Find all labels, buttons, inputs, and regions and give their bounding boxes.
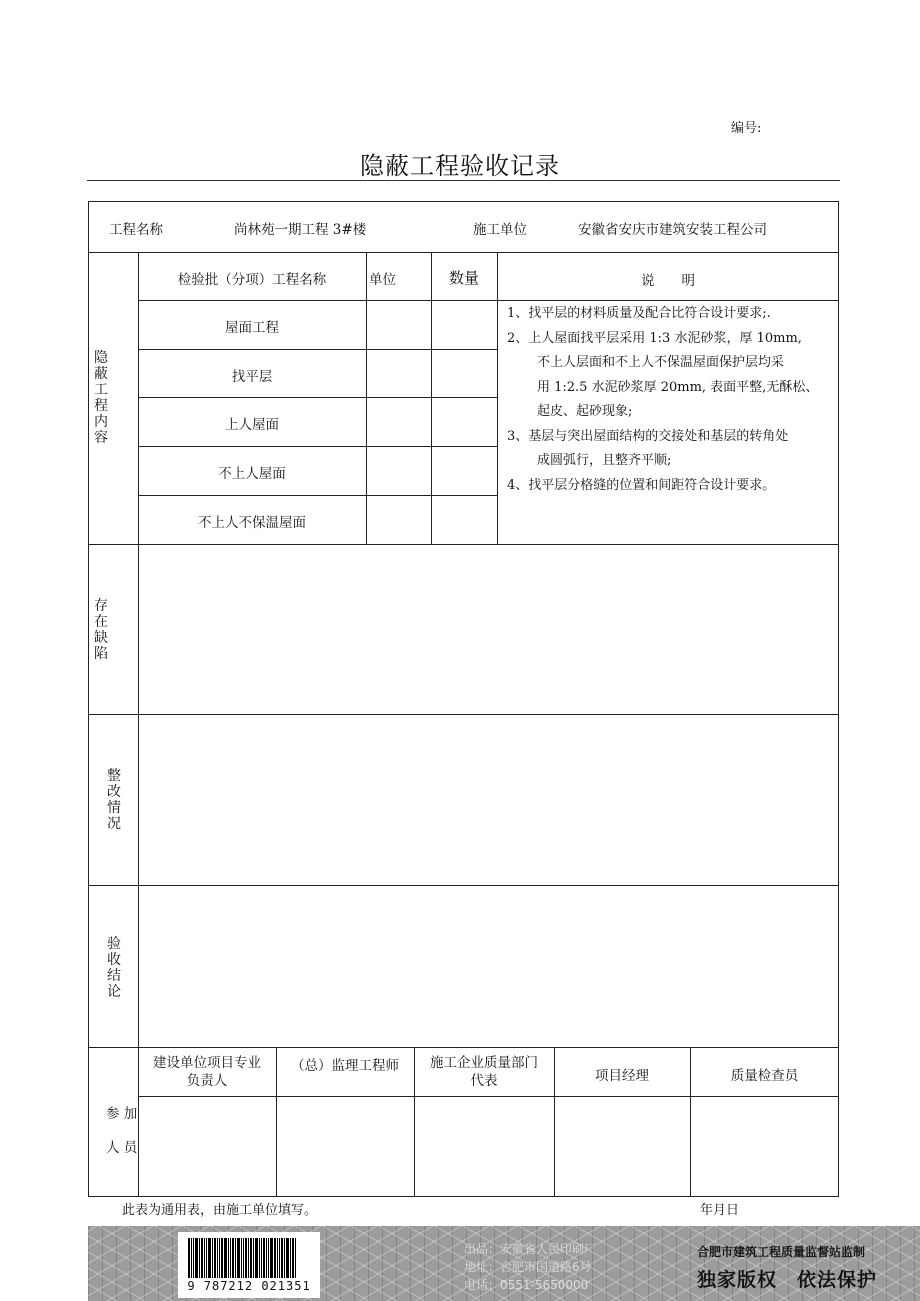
row-divider xyxy=(138,300,839,301)
col-header-unit: 单位 xyxy=(369,272,396,288)
defects-label: 存 在 缺 陷 xyxy=(94,598,108,662)
contractor-label: 施工单位 xyxy=(473,222,527,238)
note-line: 2、上人屋面找平层采用 1:3 水泥砂浆，厚 10mm, xyxy=(507,330,802,346)
row-divider xyxy=(138,349,497,350)
row-divider xyxy=(88,544,839,545)
item-name: 不上人屋面 xyxy=(218,466,286,482)
copyright-text: 独家版权 依法保护 xyxy=(697,1269,878,1291)
footer-date: 年月日 xyxy=(700,1203,740,1218)
publisher-info xyxy=(464,1240,596,1294)
item-name: 找平层 xyxy=(231,369,273,385)
barcode-bars xyxy=(188,1238,308,1278)
item-name: 上人屋面 xyxy=(225,417,279,433)
rectification-label: 整 改 情 况 xyxy=(107,768,121,832)
participants-label-line1: 参 加 xyxy=(106,1106,138,1122)
footer-note: 此表为通用表，由施工单位填写。 xyxy=(122,1203,318,1218)
role-line: （总）监理工程师 xyxy=(291,1058,399,1074)
participants-label-line2: 人 员 xyxy=(106,1140,138,1156)
row-divider xyxy=(138,397,497,398)
row-divider xyxy=(88,1047,839,1048)
note-line: 用 1:2.5 水泥砂浆厚 20mm, 表面平整,无酥松、 xyxy=(537,379,819,395)
note-line: 1、找平层的材料质量及配合比符合设计要求;. xyxy=(507,306,771,321)
title-divider xyxy=(87,180,840,181)
publisher-line: 地址：合肥市国道路6号 xyxy=(464,1260,592,1274)
role-header-owner xyxy=(138,1054,276,1090)
col-divider xyxy=(497,252,498,544)
row-divider xyxy=(138,446,497,447)
row-divider xyxy=(88,885,839,886)
project-name-value: 尚林苑一期工程 3#楼 xyxy=(234,222,367,238)
row-divider xyxy=(138,1096,839,1097)
description-notes xyxy=(507,302,842,498)
serial-number-label: 编号: xyxy=(731,121,762,136)
role-line: 负责人 xyxy=(186,1073,228,1089)
role-line: 施工企业质量部门 xyxy=(430,1055,538,1071)
col-divider xyxy=(431,252,432,544)
col-header-quantity: 数量 xyxy=(448,269,479,287)
row-divider xyxy=(88,714,839,715)
role-line: 质量检查员 xyxy=(730,1068,799,1084)
role-header-supervisor xyxy=(276,1054,414,1074)
publisher-line: 出品：安徽省人民印刷厂 xyxy=(464,1242,597,1256)
page-title: 隐蔽工程验收记录 xyxy=(360,152,560,180)
role-line: 建设单位项目专业 xyxy=(153,1055,261,1071)
conclusion-label: 验 收 结 论 xyxy=(107,936,121,1000)
role-header-project-manager xyxy=(554,1064,690,1084)
contractor-value: 安徽省安庆市建筑安装工程公司 xyxy=(578,222,767,238)
row-divider xyxy=(138,495,497,496)
note-line: 3、基层与突出屋面结构的交接处和基层的转角处 xyxy=(507,428,789,444)
row-divider xyxy=(88,252,839,253)
publisher-line: 电话：0551-5650000 xyxy=(464,1278,589,1292)
role-line: 代表 xyxy=(470,1073,498,1089)
supervision-station-text: 合肥市建筑工程质量监督站监制 xyxy=(697,1245,866,1259)
role-header-quality-dept xyxy=(414,1054,554,1090)
role-line: 项目经理 xyxy=(595,1068,649,1084)
role-header-quality-inspector xyxy=(690,1064,839,1084)
note-line: 4、找平层分格缝的位置和间距符合设计要求。 xyxy=(507,477,776,493)
note-line: 起皮、起砂现象; xyxy=(537,404,633,419)
col-divider xyxy=(366,252,367,544)
item-name: 不上人不保温屋面 xyxy=(198,515,306,531)
hidden-works-section-label: 隐 蔽 工 程 内 容 xyxy=(94,350,108,446)
note-line: 不上人层面和不上人不保温屋面保护层均采 xyxy=(537,355,785,370)
project-name-label: 工程名称 xyxy=(109,222,163,238)
col-header-description: 说 明 xyxy=(641,273,695,289)
barcode-number: 9 787212 021351 xyxy=(187,1279,311,1293)
barcode xyxy=(178,1232,320,1298)
note-line: 成圆弧行，且整齐平顺; xyxy=(537,453,672,468)
item-name: 屋面工程 xyxy=(225,320,279,336)
col-header-item-name: 检验批（分项）工程名称 xyxy=(177,272,327,288)
